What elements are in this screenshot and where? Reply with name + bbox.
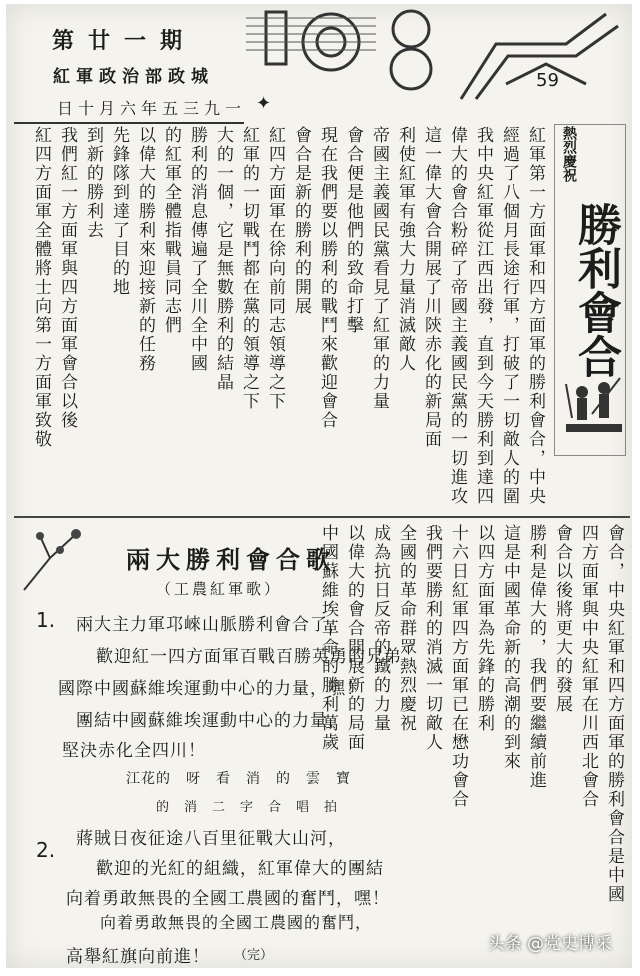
song-line: 向着勇敢無畏的全國工農國的奮鬥，	[100, 913, 373, 932]
song-line: 高舉紅旗向前進！	[66, 947, 210, 967]
headline-title: 勝利會合	[554, 124, 626, 456]
verse-number: 2.	[36, 838, 56, 862]
song-end-mark: （完）	[234, 948, 274, 963]
article-column: 紅四方面軍全體將士向第一方面軍致敬	[31, 126, 51, 449]
newspaper-page	[6, 4, 632, 968]
article-column: 會合便是他們的致命打擊	[343, 126, 363, 335]
publisher-name: 城政部治政軍紅	[53, 67, 214, 87]
song-line: 國際中國蘇維埃運動中心的力量，嘿！	[58, 679, 364, 699]
issue-number: 期一廿第	[51, 28, 196, 54]
article-column: 我們要勝利的消滅一切敵人	[422, 524, 442, 752]
song-subtitle: （工農紅軍歌）	[156, 580, 283, 598]
issue-date: 一九三五年六月十日	[56, 99, 246, 118]
article-column: 偉大的會合粉碎了帝國主義國民黨的一切進攻	[447, 126, 467, 506]
article-column: 以偉大的會合開展新的局面	[344, 524, 364, 752]
article-column: 這一偉大會合開展了川陝赤化的新局面	[421, 126, 441, 449]
article-column: 勝利是偉大的，我們要繼續前進	[526, 524, 546, 790]
source-watermark: 头条 @党史博采	[487, 934, 612, 954]
article-column: 四方面軍與中央紅軍在川西北會合	[578, 524, 598, 809]
article-column: 會合，中央紅軍和四方面軍的勝利會合是中國	[604, 524, 624, 904]
article-column: 會合是新的勝利的開展	[291, 126, 311, 316]
section-divider	[14, 516, 630, 518]
article-column: 的紅軍全體指戰員同志們	[161, 126, 181, 335]
article-column: 先鋒隊到達了目的地	[109, 126, 129, 297]
song-note: 江花的 呀 看 消 的 雲 寶	[126, 771, 351, 787]
song-line: 堅決赤化全四川！	[62, 741, 206, 761]
song-line: 歡迎紅一四方面軍百戰百勝英勇的兄弟	[96, 647, 402, 667]
song-line: 歡迎的光紅的組織，紅軍偉大的團結	[96, 859, 384, 879]
article-column: 帝國主義國民黨看見了紅軍的力量	[369, 126, 389, 411]
song-title: 歌合會利勝大兩	[126, 545, 336, 574]
song-line: 蔣賊日夜征途八百里征戰大山河，	[76, 829, 346, 849]
article-column: 以四方面軍為先鋒的勝利	[474, 524, 494, 733]
verse-number: 1.	[36, 608, 56, 632]
song-line: 兩大主力軍邛崍山脈勝利會合了，	[76, 615, 346, 635]
article-column: 成為抗日反帝的鐵的力量	[370, 524, 390, 733]
masthead-rule	[14, 122, 244, 124]
article-column: 以偉大的勝利來迎接新的任務	[135, 126, 155, 373]
soldiers-illustration	[562, 374, 626, 454]
article-column: 勝利的消息傳遍了全川全中國	[187, 126, 207, 373]
article-column: 紅四方面軍在徐向前同志領導之下	[265, 126, 285, 411]
article-column: 紅軍的一切戰鬥都在黨的領導之下	[239, 126, 259, 411]
masthead-illustration	[246, 4, 626, 122]
article-column: 現在我們要以勝利的戰鬥來歡迎會合	[317, 126, 337, 430]
headline-kicker: 熱烈慶祝	[561, 126, 577, 182]
page-number: 59	[536, 70, 559, 91]
article-column: 我中央紅軍從江西出發，直到今天勝利到達四	[473, 126, 493, 506]
article-column: 我們紅一方面軍與四方面軍會合以後	[57, 126, 77, 430]
article-column: 經過了八個月長途行軍，打破了一切敵人的圍	[499, 126, 519, 506]
article-column: 中國蘇維埃革命的勝利萬歲	[318, 524, 338, 752]
article-column: 全國的革命群眾熱烈慶祝	[396, 524, 416, 733]
article-column: 利使紅軍有強大力量消滅敵人	[395, 126, 415, 373]
plum-blossom-illustration	[20, 524, 84, 594]
article-column: 大的一個，它是無數勝利的結晶	[213, 126, 233, 392]
song-line: 向着勇敢無畏的全國工農國的奮鬥，嘿！	[66, 889, 390, 909]
svg-text:✦: ✦	[256, 93, 272, 114]
article-column: 這是中國革命新的高潮的到來	[500, 524, 520, 771]
article-column: 到新的勝利去	[83, 126, 103, 240]
article-column: 會合以後將更大的發展	[552, 524, 572, 714]
song-note: 的 消 二 字 合 唱 拍	[156, 800, 339, 815]
song-line: 團結中國蘇維埃運動中心的力量，	[76, 711, 346, 731]
article-column: 紅軍第一方面軍和四方面軍的勝利會合，中央	[525, 126, 545, 506]
article-column: 十六日紅軍四方面軍已在懋功會合	[448, 524, 468, 809]
